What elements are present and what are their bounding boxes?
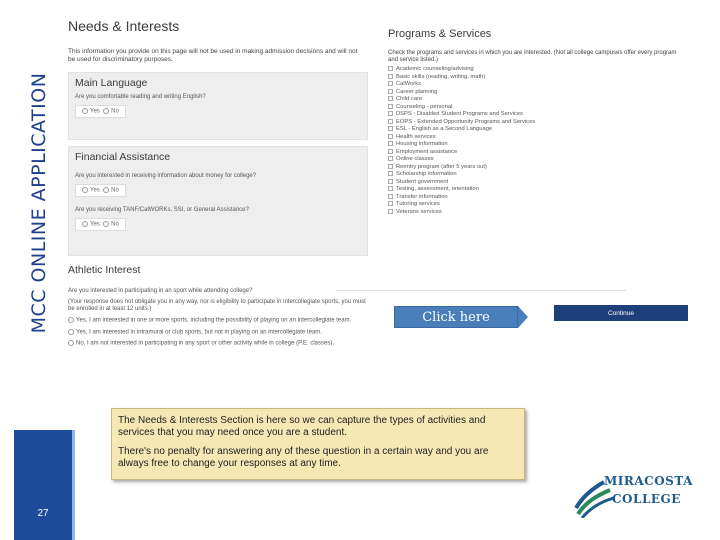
miracosta-logo bbox=[574, 468, 693, 518]
service-label: Veterans services bbox=[396, 208, 442, 215]
note-paragraph-1: The Needs & Interests Section is here so we can capture the types of activities and services that you may need once you are a student. bbox=[118, 415, 486, 438]
athletic-interest-section bbox=[68, 264, 368, 348]
service-label: Scholarship information bbox=[396, 171, 457, 178]
checkbox-icon[interactable] bbox=[388, 96, 393, 101]
service-item[interactable] bbox=[388, 179, 688, 187]
radio-icon[interactable] bbox=[82, 108, 88, 114]
service-item[interactable] bbox=[388, 134, 688, 142]
financial-question-1: Are you interested in receiving information about money for college? bbox=[75, 173, 257, 179]
service-label: Basic skills (reading, writing, math) bbox=[396, 73, 486, 80]
checkbox-icon[interactable] bbox=[388, 149, 393, 154]
no-option[interactable]: No bbox=[111, 188, 119, 194]
service-label: Tutoring services bbox=[396, 201, 440, 208]
service-label: Online classes bbox=[396, 156, 434, 163]
checkbox-icon[interactable] bbox=[388, 209, 393, 214]
checkbox-icon[interactable] bbox=[388, 156, 393, 161]
sidebar-accent bbox=[72, 430, 75, 540]
checkbox-icon[interactable] bbox=[388, 179, 393, 184]
radio-icon[interactable] bbox=[103, 187, 109, 193]
checkbox-icon[interactable] bbox=[388, 164, 393, 169]
radio-icon[interactable] bbox=[68, 329, 74, 335]
radio-icon[interactable] bbox=[103, 221, 109, 227]
service-item[interactable] bbox=[388, 89, 688, 97]
yes-option[interactable]: Yes bbox=[90, 188, 100, 194]
needs-interests-title: Needs & Interests bbox=[68, 18, 180, 34]
vertical-slide-title bbox=[18, 0, 60, 405]
athletic-heading: Athletic Interest bbox=[68, 264, 141, 276]
service-item[interactable] bbox=[388, 156, 688, 164]
sidebar-bar bbox=[14, 430, 72, 540]
service-label: Transfer information bbox=[396, 193, 448, 200]
needs-intro-text: This information you provide on this page will not be used in making admission decisions and will not be used for discriminatory purposes. bbox=[68, 48, 358, 63]
service-label: Housing information bbox=[396, 141, 448, 148]
service-item[interactable] bbox=[388, 141, 688, 149]
checkbox-icon[interactable] bbox=[388, 134, 393, 139]
continue-button[interactable]: Continue bbox=[554, 305, 688, 321]
service-item[interactable] bbox=[388, 126, 688, 134]
service-label: Testing, assessment, orientation bbox=[396, 186, 479, 193]
service-item[interactable] bbox=[388, 104, 688, 112]
service-item[interactable] bbox=[388, 209, 688, 217]
service-item[interactable] bbox=[388, 74, 688, 82]
athletic-question: Are you interested in participating in an sport while attending college? bbox=[68, 288, 253, 294]
no-option[interactable]: No bbox=[111, 222, 119, 228]
checkbox-icon[interactable] bbox=[388, 66, 393, 71]
service-label: DSPS - Disabled Student Programs and Services bbox=[396, 111, 523, 118]
checkbox-icon[interactable] bbox=[388, 119, 393, 124]
logo-line-2: COLLEGE bbox=[612, 492, 681, 506]
financial-options-1[interactable] bbox=[75, 184, 126, 197]
checkbox-icon[interactable] bbox=[388, 89, 393, 94]
athletic-option-2-label[interactable]: Yes, I am interested in intramural or club sports, but not in playing on an intercollegiate team. bbox=[76, 329, 322, 336]
service-item[interactable] bbox=[388, 149, 688, 157]
service-label: ESL - English as a Second Language bbox=[396, 126, 493, 133]
service-item[interactable] bbox=[388, 171, 688, 179]
page-number: 27 bbox=[37, 508, 49, 519]
service-label: Counseling - personal bbox=[396, 103, 453, 110]
programs-services-title: Programs & Services bbox=[388, 28, 492, 40]
checkbox-icon[interactable] bbox=[388, 104, 393, 109]
radio-icon[interactable] bbox=[68, 317, 74, 323]
service-label: Child care bbox=[396, 96, 423, 103]
needs-interests-column bbox=[68, 8, 368, 348]
financial-assistance-panel bbox=[68, 146, 368, 256]
main-language-panel bbox=[68, 72, 368, 140]
yes-option[interactable]: Yes bbox=[90, 222, 100, 228]
checkbox-icon[interactable] bbox=[388, 81, 393, 86]
checkbox-icon[interactable] bbox=[388, 126, 393, 131]
checkbox-icon[interactable] bbox=[388, 201, 393, 206]
click-here-callout: Click here bbox=[394, 306, 518, 328]
explanation-note bbox=[111, 408, 525, 480]
service-label: Career planning bbox=[396, 88, 438, 95]
service-item[interactable] bbox=[388, 119, 688, 127]
checkbox-icon[interactable] bbox=[388, 186, 393, 191]
programs-services-column bbox=[388, 8, 688, 216]
checkbox-icon[interactable] bbox=[388, 171, 393, 176]
athletic-option-1-label[interactable]: Yes, I am interested in one or more sports, including the possibility of playing on an intercollegiate team. bbox=[76, 317, 352, 324]
service-label: Employment assistance bbox=[396, 148, 458, 155]
service-item[interactable] bbox=[388, 164, 688, 172]
service-item[interactable] bbox=[388, 201, 688, 209]
service-item[interactable] bbox=[388, 186, 688, 194]
athletic-option-1[interactable] bbox=[68, 317, 368, 325]
yes-option[interactable]: Yes bbox=[90, 109, 100, 115]
checkbox-icon[interactable] bbox=[388, 194, 393, 199]
logo-line-1: MIRACOSTA bbox=[604, 474, 693, 488]
checkbox-icon[interactable] bbox=[388, 111, 393, 116]
financial-heading: Financial Assistance bbox=[75, 151, 171, 163]
financial-options-2[interactable] bbox=[75, 218, 126, 231]
financial-question-2: Are you receiving TANF/CalWORKs, SSI, or General Assistance? bbox=[75, 207, 249, 213]
radio-icon[interactable] bbox=[103, 108, 109, 114]
radio-icon[interactable] bbox=[82, 187, 88, 193]
service-item[interactable] bbox=[388, 81, 688, 89]
vertical-title-text: MCC ONLINE APPLICATION bbox=[28, 72, 50, 333]
athletic-option-2[interactable] bbox=[68, 329, 368, 337]
services-checklist bbox=[388, 66, 688, 216]
service-item[interactable] bbox=[388, 66, 688, 74]
radio-icon[interactable] bbox=[82, 221, 88, 227]
athletic-option-3-label[interactable]: No, I am not interested in participating in any sport or other activity while in college (P.E. classes). bbox=[76, 340, 335, 347]
service-label: EOPS - Extended Opportunity Programs and Services bbox=[396, 118, 536, 125]
section-divider bbox=[336, 290, 626, 291]
service-label: Reentry program (after 5 years out) bbox=[396, 163, 487, 170]
main-language-options[interactable] bbox=[75, 105, 126, 118]
service-label: Academic counseling/advising bbox=[396, 66, 474, 73]
service-label: CalWorks bbox=[396, 81, 422, 88]
application-screenshot bbox=[62, 8, 702, 393]
checkbox-icon[interactable] bbox=[388, 74, 393, 79]
service-item[interactable] bbox=[388, 194, 688, 202]
main-language-question: Are you comfortable reading and writing English? bbox=[75, 94, 206, 100]
service-item[interactable] bbox=[388, 96, 688, 104]
service-item[interactable] bbox=[388, 111, 688, 119]
note-paragraph-2: There's no penalty for answering any of these question in a certain way and you are always free to change your responses at any time. bbox=[118, 446, 489, 469]
service-label: Health services bbox=[396, 133, 436, 140]
arrow-right-icon bbox=[518, 306, 528, 328]
athletic-option-3[interactable] bbox=[68, 340, 368, 348]
radio-icon[interactable] bbox=[68, 340, 74, 346]
checkbox-icon[interactable] bbox=[388, 141, 393, 146]
main-language-heading: Main Language bbox=[75, 77, 148, 89]
service-label: Student government bbox=[396, 178, 449, 185]
no-option[interactable]: No bbox=[111, 109, 119, 115]
athletic-note: (Your response does not obligate you in any way, nor is eligibility to participate in intercollegiate sports, you must be enrolled in at least 12 units.) bbox=[68, 299, 366, 312]
programs-intro-text: Check the programs and services in which you are interested. (Not all college campuses offer every program and service listed.) bbox=[388, 50, 677, 63]
